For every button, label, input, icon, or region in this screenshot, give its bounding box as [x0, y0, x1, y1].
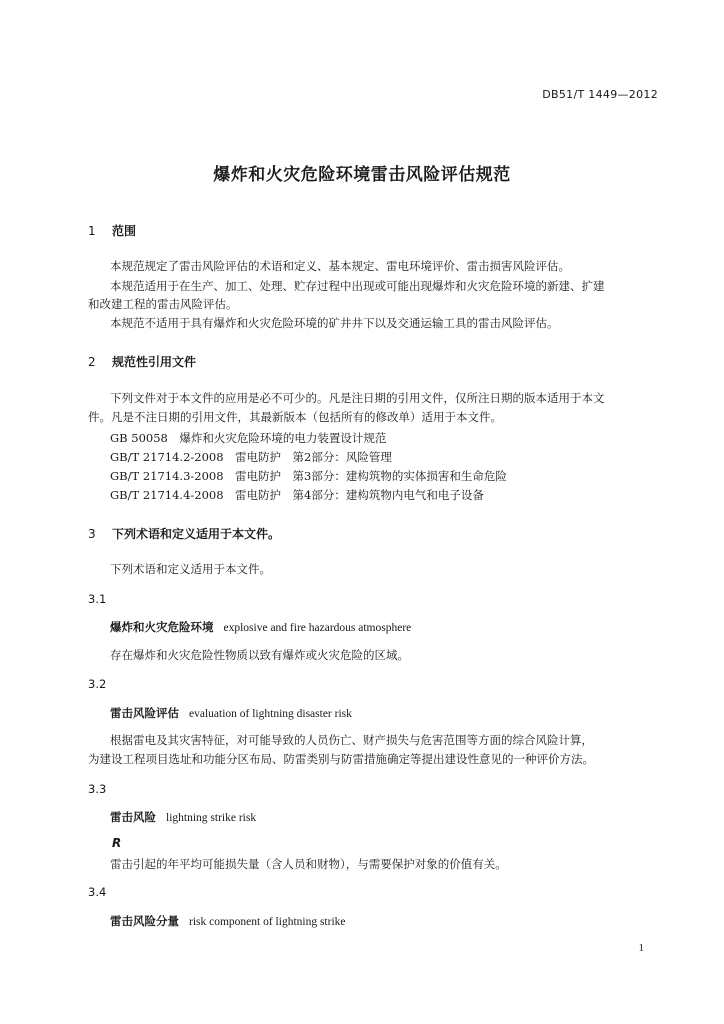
- section-1-number: 1: [88, 224, 96, 238]
- reference-item: GB/T 21714.3-2008 雷电防护 第3部分：建构筑物的实体损害和生命危险: [110, 469, 507, 483]
- section-1-paragraph-2-line-1: 本规范适用于在生产、加工、处理、贮存过程中出现或可能出现爆炸和火灾危险环境的新建、扩建: [110, 279, 605, 293]
- standard-code: DB51/T 1449—2012: [542, 88, 658, 101]
- section-1-heading: [88, 222, 136, 239]
- term-entry: [110, 913, 346, 929]
- section-1-paragraph-1: 本规范规定了雷击风险评估的术语和定义、基本规定、雷电环境评价、雷击损害风险评估。: [110, 259, 570, 273]
- clause-number: 3.2: [88, 677, 107, 691]
- section-3-heading: [88, 525, 280, 542]
- term-chinese: 雷击风险评估: [110, 706, 179, 720]
- reference-item: GB 50058 爆炸和火灾危险环境的电力装置设计规范: [110, 431, 387, 445]
- term-english: risk component of lightning strike: [189, 916, 346, 928]
- term-english: explosive and fire hazardous atmosphere: [223, 622, 412, 634]
- term-definition: 雷击引起的年平均可能损失量（含人员和财物），与需要保护对象的价值有关。: [110, 857, 507, 871]
- section-3-intro: 下列术语和定义适用于本文件。: [110, 562, 271, 576]
- term-symbol: R: [112, 836, 122, 850]
- term-entry: [110, 705, 352, 721]
- section-1-paragraph-3: 本规范不适用于具有爆炸和火灾危险环境的矿井井下以及交通运输工具的雷击风险评估。: [110, 316, 559, 330]
- term-definition-line-2: 为建设工程项目选址和功能分区布局、防雷类别与防雷措施确定等提出建设性意见的一种评价方法。: [88, 752, 594, 766]
- section-2-title: 规范性引用文件: [112, 355, 197, 369]
- clause-number: 3.1: [88, 592, 107, 606]
- section-1-title: 范围: [112, 224, 137, 238]
- section-2-heading: [88, 353, 196, 370]
- term-english: lightning strike risk: [166, 812, 257, 824]
- clause-number: 3.3: [88, 782, 107, 796]
- page-number: 1: [638, 942, 644, 954]
- section-2-number: 2: [88, 355, 96, 369]
- section-3-number: 3: [88, 527, 96, 541]
- term-definition-line-1: 根据雷电及其灾害特征，对可能导致的人员伤亡、财产损失与危害范围等方面的综合风险计算，: [110, 733, 593, 747]
- clause-number: 3.4: [88, 885, 107, 899]
- term-english: evaluation of lightning disaster risk: [189, 708, 352, 720]
- section-2-paragraph-line-1: 下列文件对于本文件的应用是必不可少的。凡是注日期的引用文件，仅所注日期的版本适用于本文: [110, 391, 605, 405]
- term-definition: 存在爆炸和火灾危险性物质以致有爆炸或火灾危险的区域。: [110, 648, 409, 662]
- term-chinese: 爆炸和火灾危险环境: [110, 620, 214, 634]
- reference-item: GB/T 21714.4-2008 雷电防护 第4部分：建构筑物内电气和电子设备: [110, 488, 484, 502]
- term-entry: [110, 619, 411, 635]
- term-chinese: 雷击风险分量: [110, 914, 179, 928]
- term-entry: [110, 809, 256, 825]
- section-3-title: 下列术语和定义适用于本文件。: [112, 527, 281, 541]
- section-2-paragraph-line-2: 件。凡是不注日期的引用文件，其最新版本（包括所有的修改单）适用于本文件。: [88, 410, 502, 424]
- section-1-paragraph-2-line-2: 和改建工程的雷击风险评估。: [88, 297, 238, 311]
- document-title: 爆炸和火灾危险环境雷击风险评估规范: [213, 165, 511, 185]
- term-chinese: 雷击风险: [110, 810, 156, 824]
- reference-item: GB/T 21714.2-2008 雷电防护 第2部分：风险管理: [110, 450, 392, 464]
